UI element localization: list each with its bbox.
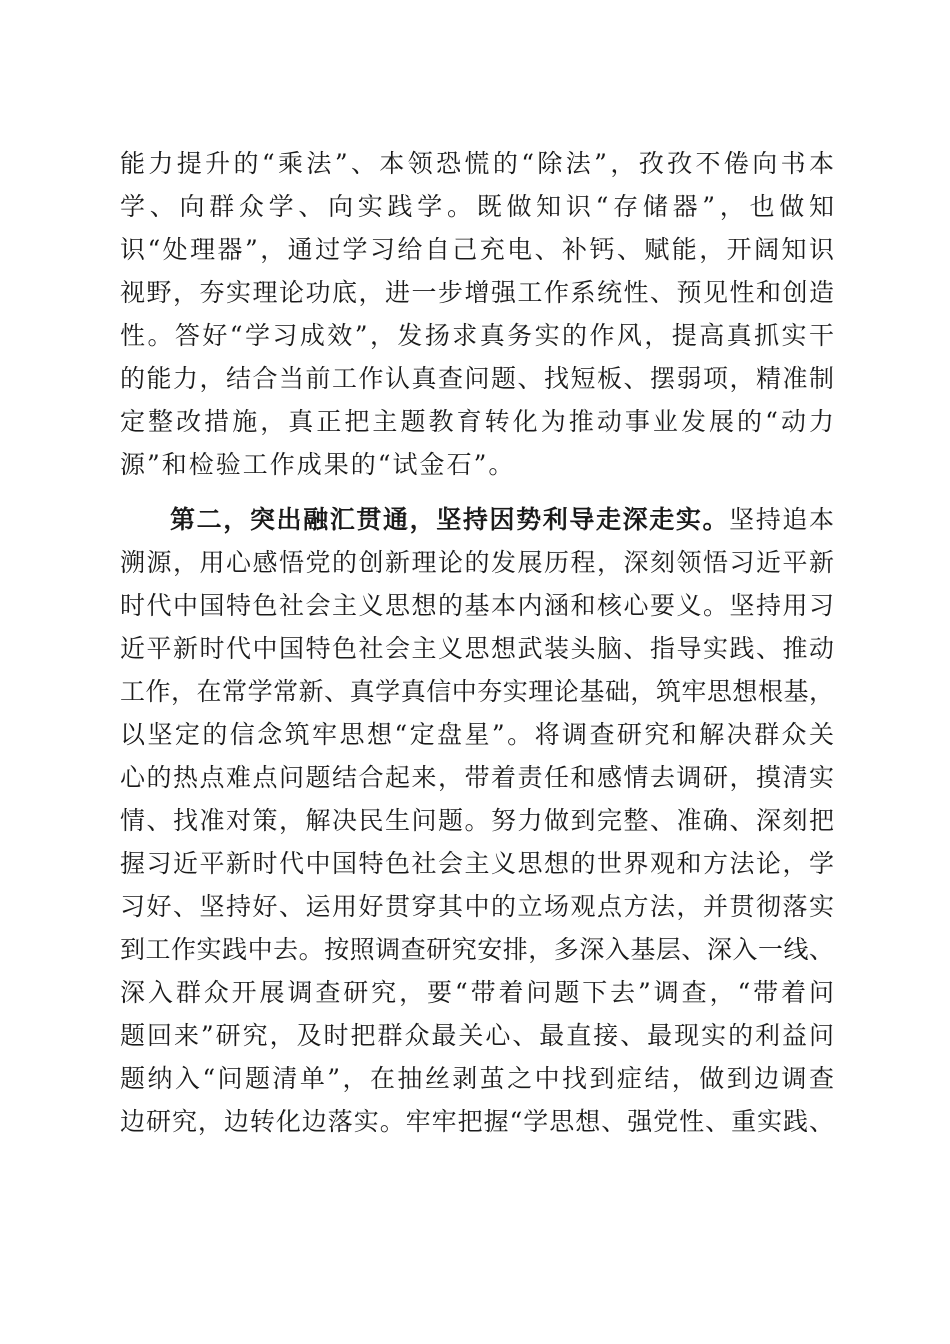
paragraph-2-line: 工作，在常学常新、真学真信中夯实理论基础，筑牢思想根基， (120, 677, 834, 706)
paragraph-1-line: 能力提升的“乘法”、本领恐慌的“除法”，孜孜不倦向书本 (120, 149, 834, 178)
paragraph-2-line: 习好、坚持好、运用好贯穿其中的立场观点方法，并贯彻落实 (120, 892, 834, 921)
paragraph-1-line: 识“处理器”，通过学习给自己充电、补钙、赋能，开阔知识 (120, 235, 834, 264)
paragraph-2-line: 溯源，用心感悟党的创新理论的发展历程，深刻领悟习近平新 (120, 548, 834, 577)
paragraph-1-line: 性。答好“学习成效”，发扬求真务实的作风，提高真抓实干 (120, 321, 834, 350)
paragraph-2-line: 握习近平新时代中国特色社会主义思想的世界观和方法论，学 (120, 849, 834, 878)
paragraph-1-line: 的能力，结合当前工作认真查问题、找短板、摆弱项，精准制 (120, 364, 834, 393)
paragraph-2-line: 深入群众开展调查研究，要“带着问题下去”调查，“带着问 (120, 978, 834, 1007)
paragraph-2-first-line-text: 坚持追本 (729, 505, 834, 534)
paragraph-2-line: 题纳入“问题清单”，在抽丝剥茧之中找到症结，做到边调查 (120, 1064, 834, 1093)
paragraph-2-heading: 第二，突出融汇贯通，坚持因势利导走深走实。 (170, 505, 730, 534)
paragraph-2-first-line (170, 500, 834, 540)
paragraph-2-line: 心的热点难点问题结合起来，带着责任和感情去调研，摸清实 (120, 763, 834, 792)
paragraph-1-line: 学、向群众学、向实践学。既做知识“存储器”，也做知 (120, 192, 834, 221)
paragraph-2-line: 以坚定的信念筑牢思想“定盘星”。将调查研究和解决群众关 (120, 720, 834, 749)
paragraph-2-line: 近平新时代中国特色社会主义思想武装头脑、指导实践、推动 (120, 634, 834, 663)
paragraph-1-line: 视野，夯实理论功底，进一步增强工作系统性、预见性和创造 (120, 278, 834, 307)
paragraph-2-line: 到工作实践中去。按照调查研究安排，多深入基层、深入一线、 (120, 935, 834, 964)
paragraph-1-line: 源”和检验工作成果的“试金石”。 (120, 450, 516, 479)
paragraph-2-line: 情、找准对策，解决民生问题。努力做到完整、准确、深刻把 (120, 806, 834, 835)
paragraph-2-line: 题回来”研究，及时把群众最关心、最直接、最现实的利益问 (120, 1021, 834, 1050)
paragraph-2-line: 边研究，边转化边落实。牢牢把握“学思想、强党性、重实践、 (120, 1107, 834, 1136)
paragraph-2-line: 时代中国特色社会主义思想的基本内涵和核心要义。坚持用习 (120, 591, 834, 620)
paragraph-1-line: 定整改措施，真正把主题教育转化为推动事业发展的“动力 (120, 407, 834, 436)
